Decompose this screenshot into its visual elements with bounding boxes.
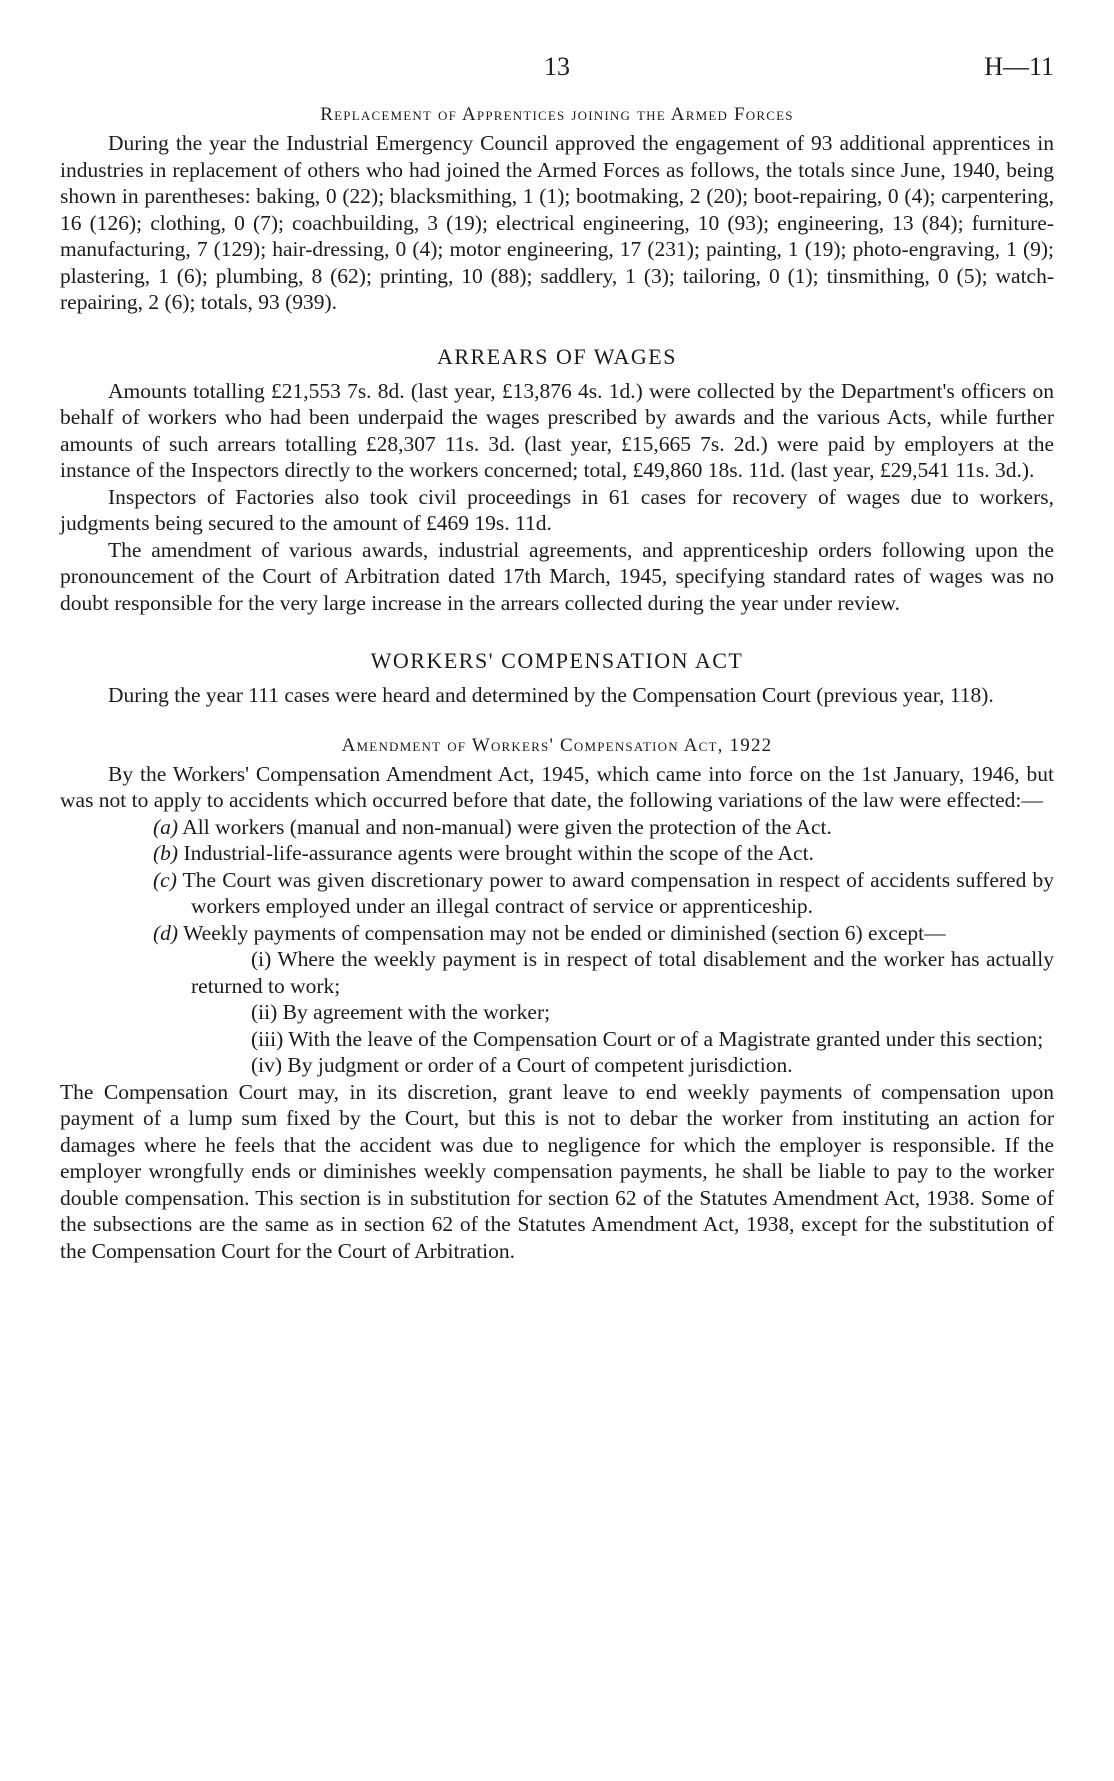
paragraph-amendment-intro: By the Workers' Compensation Amendment Act, 1945, which came into force on the 1st January, 1946, but was not to apply to accidents which occurred before that date, the following variations of the law were effected:— [60,761,1054,812]
paragraph-arrears-3: The amendment of various awards, industrial agreements, and apprenticeship orders following upon the pronouncement of the Court of Arbitration dated 17th March, 1945, specifying standard rates of wages was no doubt responsible for the very large increase in the arrears collected during the year under review. [60,537,1054,615]
section-heading-workers-compensation: WORKERS' COMPENSATION ACT [370,648,744,673]
list-item-text: Industrial-life-assurance agents were brought within the scope of the Act. [183,841,814,865]
list-item-label: (a) [153,814,179,839]
page-number: 13 [544,52,570,81]
sub-list-item: (iv) By judgment or order of a Court of competent jurisdiction. [251,1053,793,1077]
document-reference: H—11 [984,52,1054,81]
sub-list-item: (ii) By agreement with the worker; [251,1000,551,1024]
list-item-label: (c) [153,867,177,892]
paragraph-arrears-2: Inspectors of Factories also took civil proceedings in 61 cases for recovery of wages due to workers, judgments being secured to the amount of £469 19s. 11d. [60,484,1054,535]
list-item-label: (b) [153,841,179,865]
section-heading-amendment: Amendment of Workers' Compensation Act, 1922 [341,734,773,756]
paragraph-workers-compensation: During the year 111 cases were heard and determined by the Compensation Court (previous year, 118). [108,683,994,707]
paragraph-arrears-1: Amounts totalling £21,553 7s. 8d. (last year, £13,876 4s. 1d.) were collected by the Department's officers on behalf of workers who had been underpaid the wages prescribed by awards and the various Acts, while further amounts of such arrears totalling £28,307 11s. 3d. (last year, £15,665 7s. 2d.) were paid by employers at the instance of the Inspectors directly to the workers concerned; total, £49,860 18s. 11d. (last year, £29,541 11s. 3d.). [60,378,1054,482]
list-item-text: Weekly payments of compensation may not be ended or diminished (section 6) except— [183,920,946,945]
list-item-text: All workers (manual and non-manual) were given the protection of the Act. [182,814,832,839]
list-item [60,814,1054,841]
list-item [60,920,1054,947]
page-header [60,40,1054,90]
section-heading-arrears: ARREARS OF WAGES [437,343,677,369]
section-heading-apprentices: Replacement of Apprentices joining the Armed Forces [320,104,794,125]
sub-list-item: (i) Where the weekly payment is in respect of total disablement and the worker has actually returned to work; [191,947,1054,998]
list-item [60,867,1054,920]
paragraph-amendment-closing: The Compensation Court may, in its discretion, grant leave to end weekly payments of compensation upon payment of a lump sum fixed by the Court, but this is not to debar the worker from instituting an action for damages where he feels that the accident was due to negligence for which the employer is responsible. If the employer wrongfully ends or diminishes weekly compensation payments, he shall be liable to pay to the worker double compensation. This section is in substitution for section 62 of the Statutes Amendment Act, 1938. Some of the subsections are the same as in section 62 of the Statutes Amendment Act, 1938, except for the substitution of the Compensation Court for the Court of Arbitration. [60,1079,1054,1263]
paragraph-apprentices: During the year the Industrial Emergency Council approved the engagement of 93 additional apprentices in industries in replacement of others who had joined the Armed Forces as follows, the totals since June, 1940, being shown in parentheses: baking, 0 (22); blacksmithing, 1 (1); bootmaking, 2 (20); boot-repairing, 0 (4); carpentering, 16 (126); clothing, 0 (7); coachbuilding, 3 (19); electrical engineering, 10 (93); engineering, 13 (84); furniture-manufacturing, 7 (129); hair-dressing, 0 (4); motor engineering, 17 (231); painting, 1 (19); photo-engraving, 1 (9); plastering, 1 (6); plumbing, 8 (62); printing, 10 (88); saddlery, 1 (3); tailoring, 0 (1); tinsmithing, 0 (5); watch-repairing, 2 (6); totals, 93 (939). [60,131,1054,314]
list-item-text: The Court was given discretionary power to award compensation in respect of accidents suffered by workers employed under an illegal contract of service or apprenticeship. [182,867,1054,918]
sub-list-item: (iii) With the leave of the Compensation Court or of a Magistrate granted under this section; [251,1026,1044,1051]
list-item-label: (d) [153,920,179,945]
list-item [60,840,1054,867]
document-page [60,40,1054,1264]
